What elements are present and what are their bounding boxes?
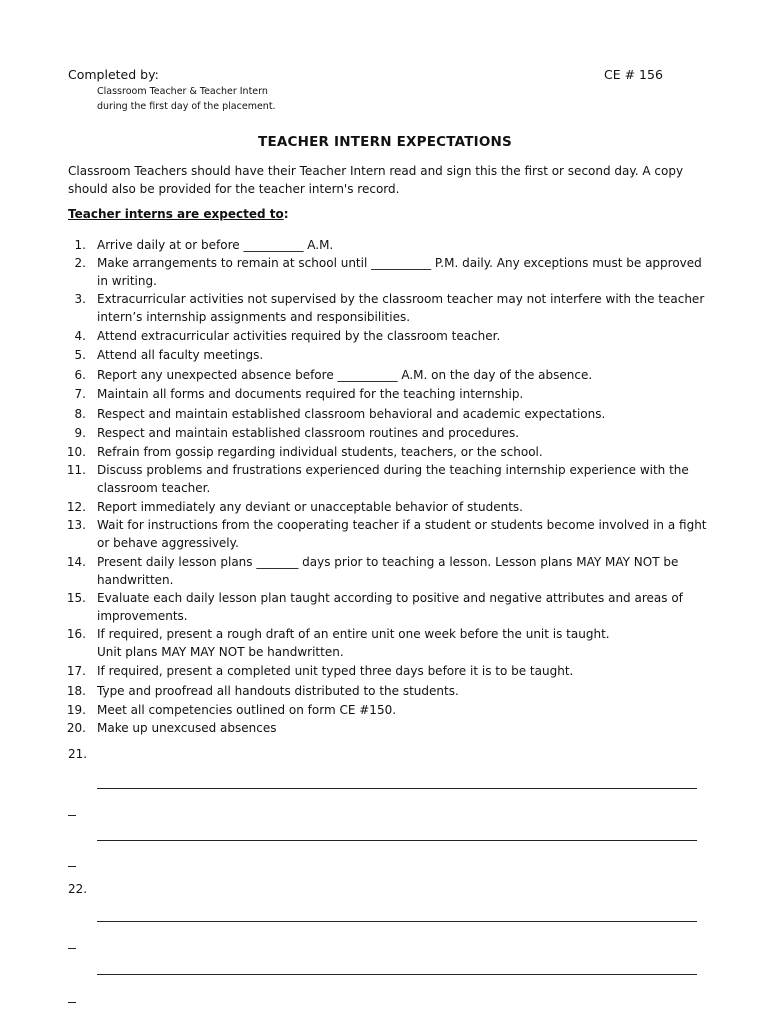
completed-by-line-2: during the first day of the placement.: [97, 101, 276, 112]
expectations-heading-text: Teacher interns are expected to: [68, 207, 284, 221]
list-item-text: Evaluate each daily lesson plan taught according to positive and negative attributes and areas of improvements.: [97, 591, 683, 623]
list-item-number: 15.: [66, 591, 86, 605]
page-title: TEACHER INTERN EXPECTATIONS: [258, 134, 512, 150]
list-item-text: Respect and maintain established classroom routines and procedures.: [97, 426, 520, 440]
list-item-number: 4.: [74, 329, 86, 343]
item-21-write-line-1[interactable]: [97, 788, 697, 789]
list-item-number: 20.: [66, 721, 86, 735]
form-number: CE # 156: [604, 67, 663, 82]
list-item-text: Attend extracurricular activities required by the classroom teacher.: [97, 329, 501, 343]
list-item-number: 19.: [66, 703, 86, 717]
list-item-number: 5.: [74, 348, 86, 362]
list-item-number: 10.: [66, 445, 86, 459]
list-item-number: 14.: [66, 555, 86, 569]
item-21-write-line-2[interactable]: [97, 840, 697, 841]
list-item-text: Type and proofread all handouts distributed to the students.: [97, 684, 459, 698]
list-item-text: Attend all faculty meetings.: [97, 348, 264, 362]
item-21-dash-2: [68, 866, 76, 867]
item-22-dash-1: [68, 948, 76, 949]
item-22-dash-2: [68, 1002, 76, 1003]
list-item-number: 17.: [66, 664, 86, 678]
item-22-write-line-1[interactable]: [97, 921, 697, 922]
list-item-number: 7.: [74, 387, 86, 401]
list-item-text: Make arrangements to remain at school until __________ P.M. daily. Any exceptions must be approved in writing.: [97, 256, 702, 288]
list-item-text: If required, present a completed unit typed three days before it is to be taught.: [97, 664, 574, 678]
list-item-text: Report immediately any deviant or unacceptable behavior of students.: [97, 500, 523, 514]
list-item-number: 12.: [66, 500, 86, 514]
list-item-text: Extracurricular activities not supervised by the classroom teacher may not interfere with the teacher intern’s internship assignments and responsibilities.: [97, 292, 705, 324]
list-item-number: 3.: [74, 292, 86, 306]
list-item-number: 18.: [66, 684, 86, 698]
list-item-text: Meet all competencies outlined on form CE #150.: [97, 703, 397, 717]
list-item-text: Present daily lesson plans _______ days prior to teaching a lesson. Lesson plans MAY MAY NOT be handwritten.: [97, 555, 679, 587]
list-item-text: Discuss problems and frustrations experienced during the teaching internship experience with the classroom teacher.: [97, 463, 689, 495]
list-item-text: Arrive daily at or before __________ A.M.: [97, 238, 334, 252]
list-item-number: 11.: [66, 463, 86, 477]
intro-paragraph: Classroom Teachers should have their Teacher Intern read and sign this the first or second day. A copy should also be provided for the teacher intern's record.: [68, 164, 684, 196]
item-22-write-line-2[interactable]: [97, 974, 697, 975]
list-item-text: Report any unexpected absence before __________ A.M. on the day of the absence.: [97, 368, 593, 382]
completed-by-label: Completed by:: [68, 67, 159, 82]
list-item-text: Refrain from gossip regarding individual students, teachers, or the school.: [97, 445, 543, 459]
list-item-number: 8.: [74, 407, 86, 421]
list-item-text: Wait for instructions from the cooperating teacher if a student or students become involved in a fight or behave aggressively.: [97, 518, 707, 550]
item-22-number: 22.: [68, 882, 88, 896]
completed-by-line-1: Classroom Teacher & Teacher Intern: [97, 86, 268, 97]
list-item-number: 13.: [66, 518, 86, 532]
list-item-number: 16.: [66, 627, 86, 641]
list-item-number: 1.: [74, 238, 86, 252]
list-item-text: Maintain all forms and documents required for the teaching internship.: [97, 387, 524, 401]
item-21-dash-1: [68, 815, 76, 816]
expectations-heading: [68, 207, 289, 221]
list-item-text: Respect and maintain established classroom behavioral and academic expectations.: [97, 407, 606, 421]
expectations-heading-colon: :: [283, 207, 289, 221]
list-item-number: 6.: [74, 368, 86, 382]
list-item-number: 2.: [74, 256, 86, 270]
item-21-number: 21.: [68, 747, 88, 761]
list-item-text: If required, present a rough draft of an entire unit one week before the unit is taught. Unit plans MAY MAY NOT be handwritten.: [97, 627, 610, 659]
list-item-text: Make up unexcused absences: [97, 721, 277, 735]
list-item-number: 9.: [74, 426, 86, 440]
